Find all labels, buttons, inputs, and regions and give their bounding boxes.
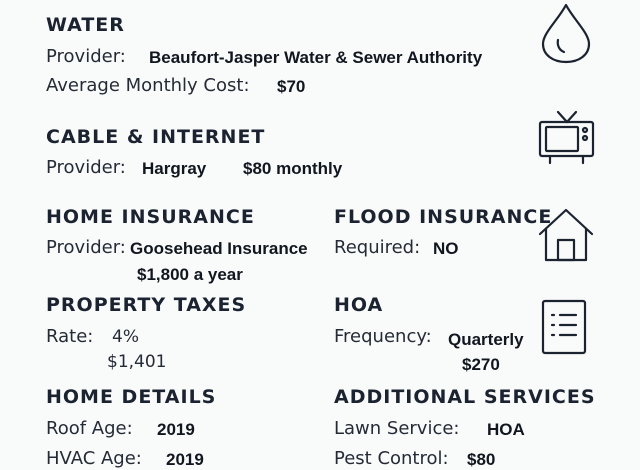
home-insurance-provider-label: Provider:	[46, 237, 126, 258]
lawn-service-value: HOA	[487, 420, 525, 439]
tax-rate-label: Rate:	[46, 326, 94, 347]
home-details-heading: HOME DETAILS	[46, 386, 217, 408]
water-provider-label: Provider:	[46, 46, 126, 67]
water-cost-value: $70	[277, 77, 306, 96]
home-insurance-heading: HOME INSURANCE	[46, 206, 255, 228]
water-cost-label: Average Monthly Cost:	[46, 75, 250, 96]
house-icon	[537, 206, 597, 264]
pest-control-label: Pest Control:	[334, 448, 449, 469]
water-provider-value: Beaufort-Jasper Water & Sewer Authority	[149, 48, 483, 67]
flood-required-value: NO	[433, 239, 459, 258]
property-taxes-heading: PROPERTY TAXES	[46, 294, 247, 316]
hoa-heading: HOA	[334, 294, 384, 316]
additional-services-heading: ADDITIONAL SERVICES	[334, 386, 596, 408]
flood-insurance-heading: FLOOD INSURANCE	[334, 206, 553, 228]
roof-age-value: 2019	[157, 420, 195, 439]
hoa-frequency-value: Quarterly	[448, 330, 524, 349]
cable-provider-value: Hargray	[142, 159, 207, 178]
hoa-frequency-label: Frequency:	[334, 326, 432, 347]
home-insurance-yearly-value: $1,800 a year	[137, 265, 243, 284]
home-insurance-provider-value: Goosehead Insurance	[130, 239, 308, 258]
water-drop-icon	[538, 2, 598, 64]
cable-provider-label: Provider:	[46, 157, 126, 178]
tax-amount-value: $1,401	[107, 352, 167, 372]
pest-control-value: $80	[467, 450, 496, 469]
document-list-icon	[540, 298, 590, 356]
roof-age-label: Roof Age:	[46, 418, 133, 439]
hvac-age-value: 2019	[166, 450, 204, 469]
cable-monthly-value: $80 monthly	[243, 159, 343, 178]
cable-heading: CABLE & INTERNET	[46, 126, 266, 148]
flood-required-label: Required:	[334, 237, 421, 258]
tax-rate-value: 4%	[112, 327, 139, 347]
television-icon	[536, 108, 598, 166]
water-heading: WATER	[46, 14, 125, 36]
lawn-service-label: Lawn Service:	[334, 418, 460, 439]
hvac-age-label: HVAC Age:	[46, 448, 142, 469]
hoa-amount-value: $270	[462, 355, 500, 374]
